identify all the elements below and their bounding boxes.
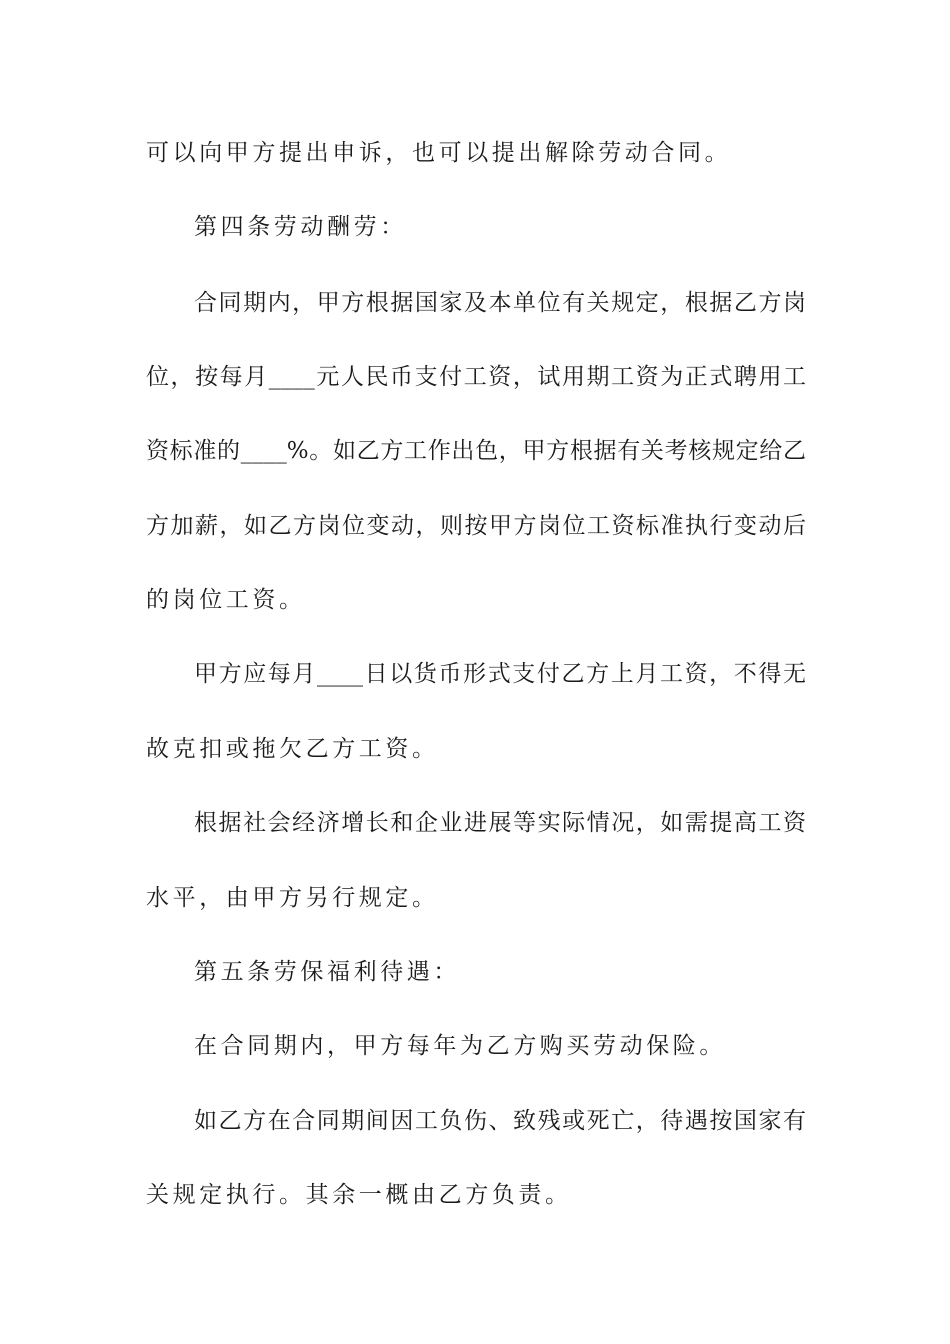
text-line: 在合同期内，甲方每年为乙方购买劳动保险。 (194, 1033, 726, 1059)
text-line: 位，按每月____元人民币支付工资，试用期工资为正式聘用工 (146, 364, 806, 390)
section-heading: 第四条劳动酬劳： (194, 214, 407, 240)
text-line: 关规定执行。其余一概由乙方负责。 (146, 1182, 572, 1208)
text-line: 的岗位工资。 (146, 587, 306, 613)
text-line: 方加薪，如乙方岗位变动，则按甲方岗位工资标准执行变动后 (146, 513, 806, 539)
text-line: 资标准的____%。如乙方工作出色，甲方根据有关考核规定给乙 (146, 438, 806, 464)
text-line: 可以向甲方提出申诉，也可以提出解除劳动合同。 (146, 140, 732, 166)
text-line: 合同期内，甲方根据国家及本单位有关规定，根据乙方岗 (194, 290, 806, 316)
section-heading: 第五条劳保福利待遇： (194, 959, 460, 985)
text-line: 根据社会经济增长和企业进展等实际情况，如需提高工资 (194, 810, 806, 836)
text-line: 如乙方在合同期间因工负伤、致残或死亡，待遇按国家有 (194, 1108, 806, 1134)
text-line: 故克扣或拖欠乙方工资。 (146, 736, 439, 762)
text-line: 甲方应每月____日以货币形式支付乙方上月工资，不得无 (194, 661, 806, 687)
text-line: 水平，由甲方另行规定。 (146, 885, 439, 911)
